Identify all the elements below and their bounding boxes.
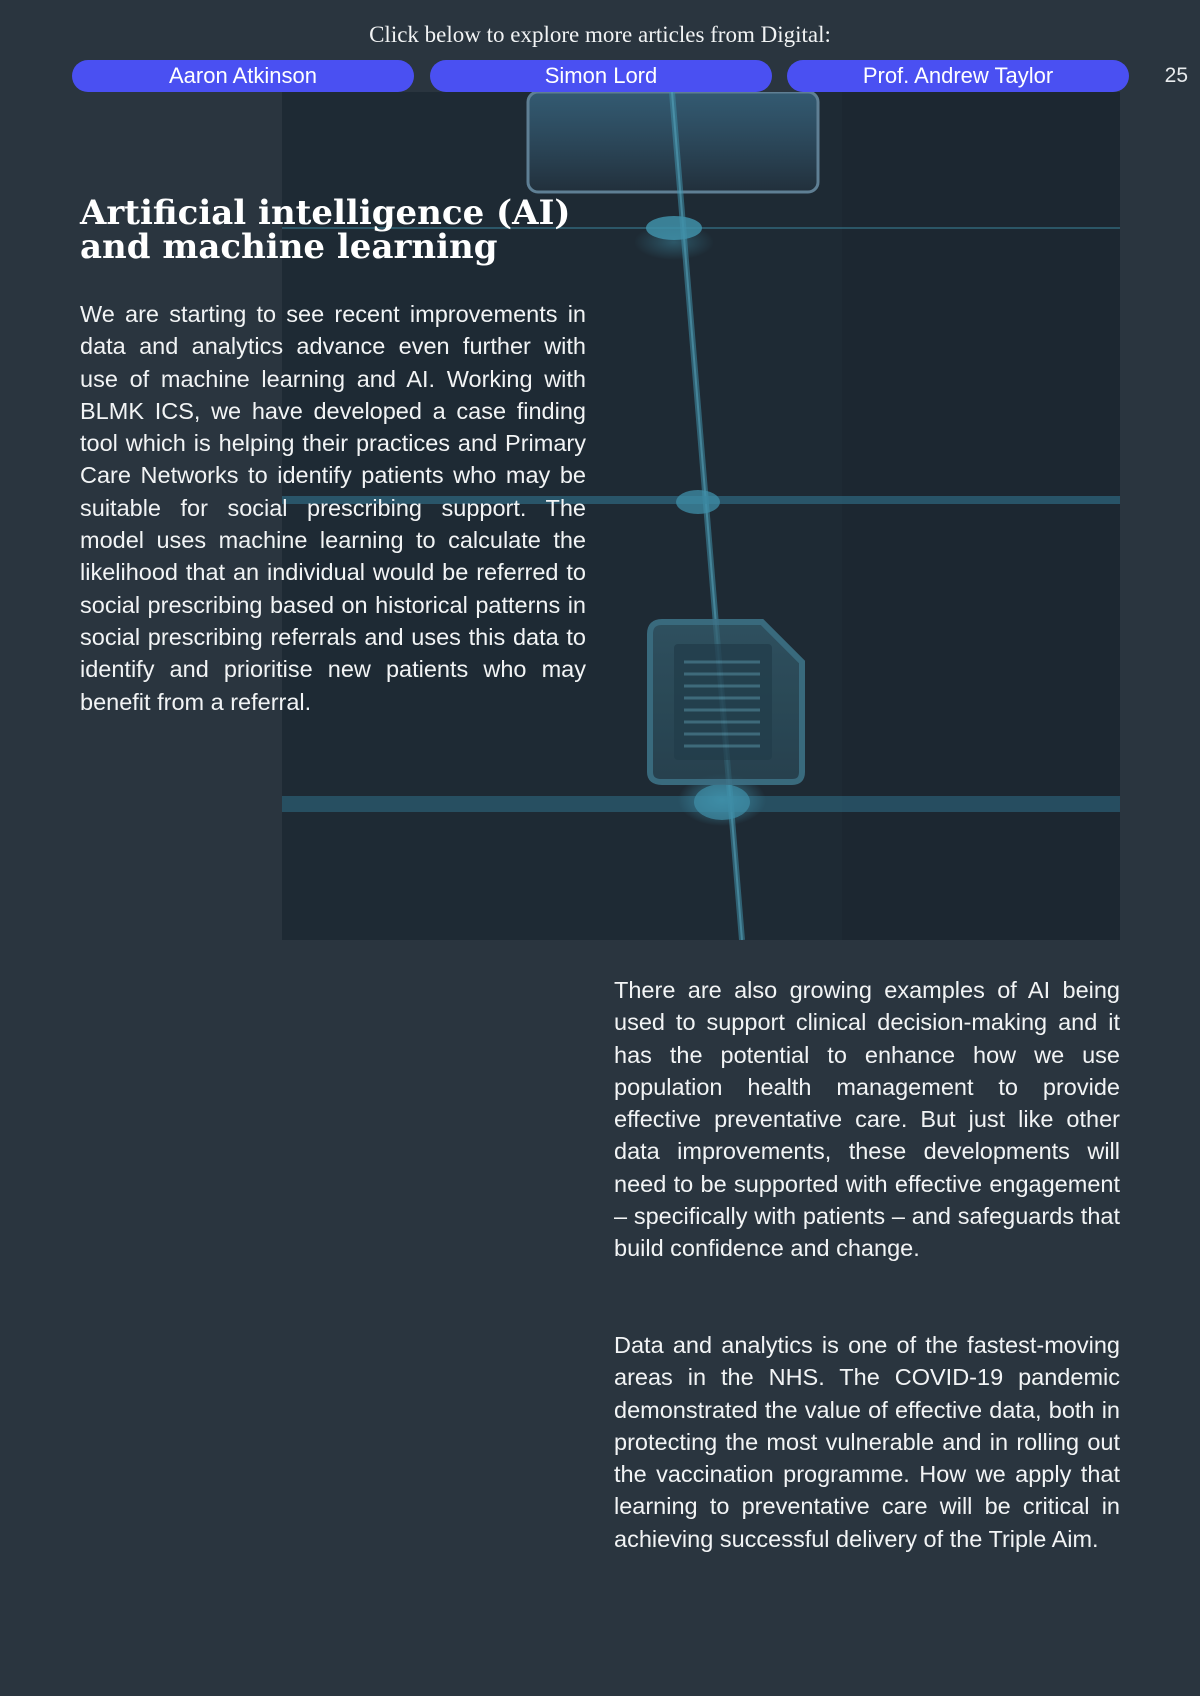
nav-caption: Click below to explore more articles from Digital: <box>369 22 831 47</box>
section-heading: Artificial intelligence (AI) and machine learning <box>80 193 571 267</box>
paragraph-2: There are also growing examples of AI being used to support clinical decision-making and it has the potential to enhance how we use population health management to provide effective preventative care. But just like other data improvements, these developments will need to be supported with effective engagement – specifically with patients – and safeguards that build confidence and change. <box>614 977 1120 1262</box>
paragraph-1: We are starting to see recent improvements in data and analytics advance even further with use of machine learning and AI. Working with BLMK ICS, we have developed a case finding tool which is helping their practices and Primary Care Networks to identify patients who may be suitable for social prescribing support. The model uses machine learning to calculate the likelihood that an individual would be referred to social prescribing based on historical patterns in social prescribing referrals and uses this data to identify and prioritise new patients who may benefit from a referral. <box>80 301 586 715</box>
article-link-simon-lord[interactable]: Simon Lord <box>430 60 772 92</box>
page-number: 25 <box>1164 64 1188 87</box>
article-link-aaron-atkinson[interactable]: Aaron Atkinson <box>72 60 414 92</box>
paragraph-3: Data and analytics is one of the fastest-moving areas in the NHS. The COVID-19 pandemic demonstrated the value of effective data, both in protecting the most vulnerable and in rolling out the vaccination programme. How we apply that learning to preventative care will be critical in achieving successful delivery of the Triple Aim. <box>614 1332 1120 1552</box>
article-link-andrew-taylor[interactable]: Prof. Andrew Taylor <box>787 60 1129 92</box>
